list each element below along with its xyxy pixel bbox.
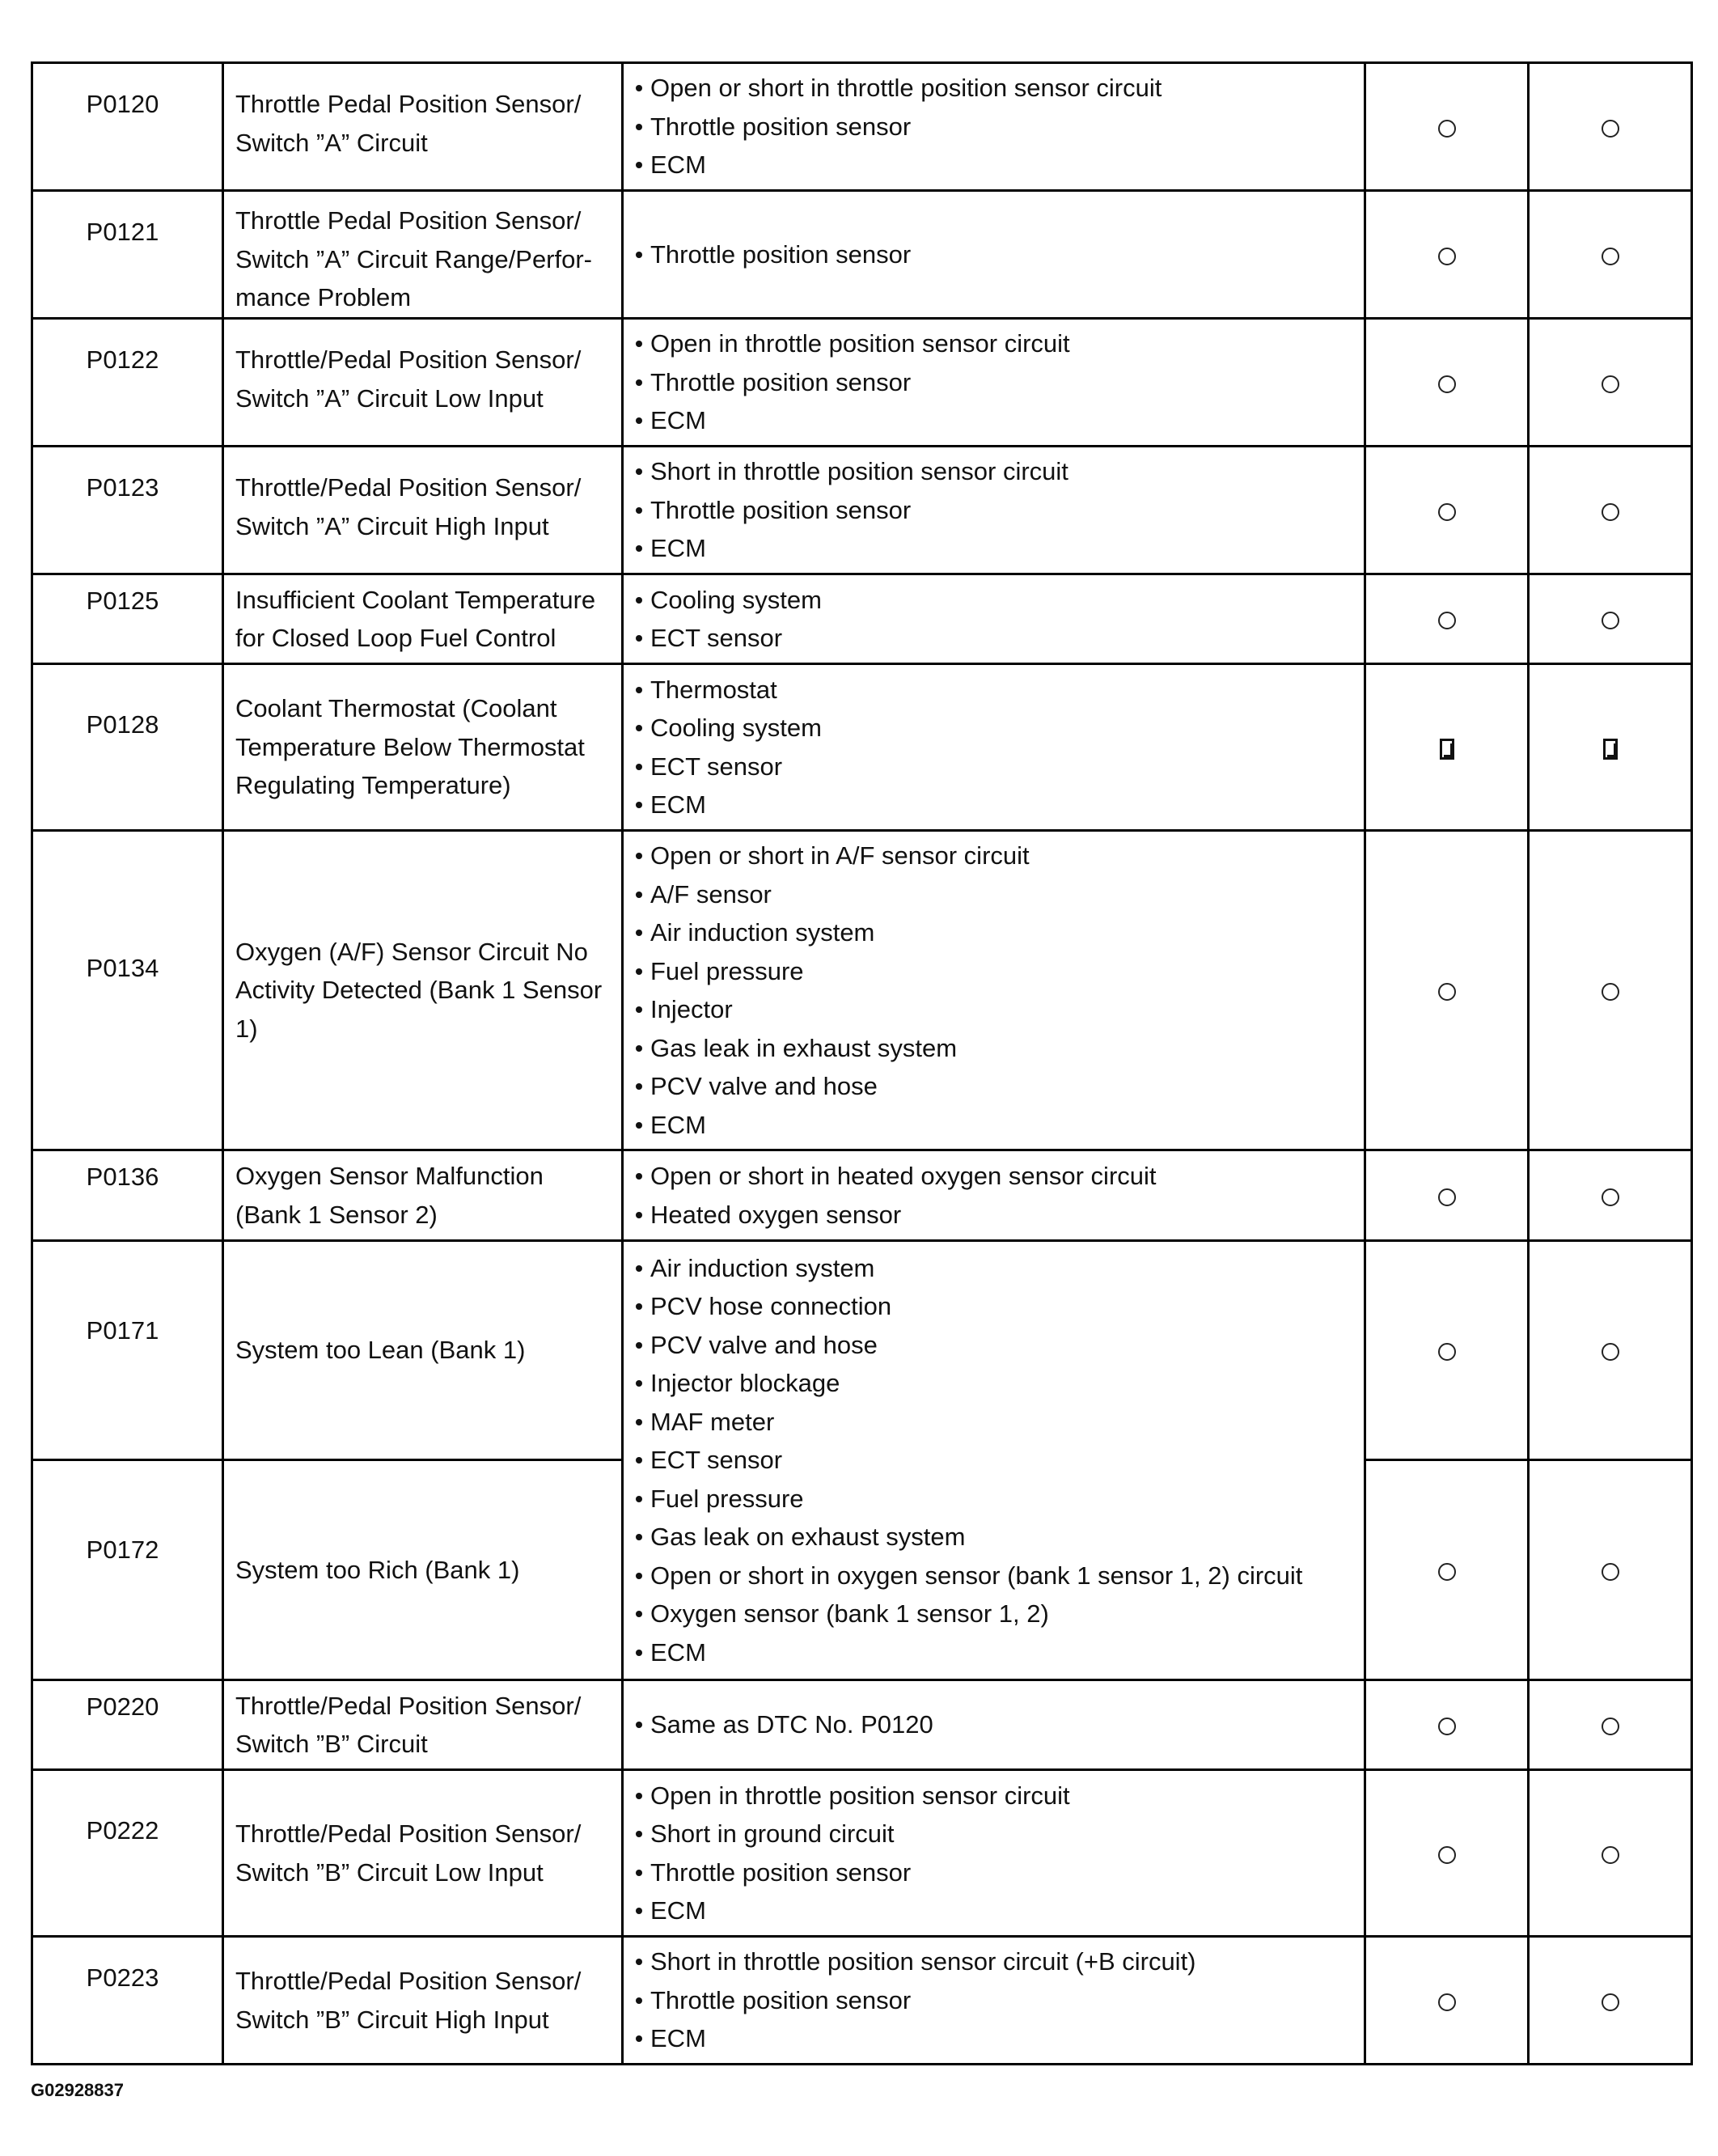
circle-mark-icon <box>1438 1343 1456 1361</box>
circle-mark-icon <box>1602 1846 1619 1864</box>
mark-cell-2 <box>1529 664 1692 831</box>
detection-item: System too Rich (Bank 1) <box>223 1460 623 1680</box>
dtc-code-cell <box>32 447 223 574</box>
mark-cell-2 <box>1529 63 1692 191</box>
dtc-code-cell <box>32 191 223 319</box>
list-item: ECT sensor <box>634 619 1364 658</box>
mark-cell-1 <box>1365 191 1529 319</box>
mark-cell-2 <box>1529 447 1692 574</box>
circle-mark-icon <box>1602 375 1619 393</box>
dtc-code-cell <box>32 1241 223 1460</box>
box-mark-icon <box>1603 739 1618 760</box>
trouble-area-list <box>634 235 1364 274</box>
circle-mark-icon <box>1438 375 1456 393</box>
circle-mark-icon <box>1602 983 1619 1001</box>
circle-mark-icon <box>1602 1188 1619 1206</box>
list-item: Open in throttle position sensor circuit <box>634 1777 1364 1815</box>
circle-mark-icon <box>1602 1718 1619 1735</box>
table-row <box>32 447 1692 574</box>
trouble-area-list <box>634 1705 1364 1744</box>
dtc-code: P0121 <box>86 218 159 246</box>
list-item: Open or short in A/F sensor circuit <box>634 837 1364 875</box>
dtc-code: P0125 <box>86 587 159 615</box>
trouble-area-cell <box>623 63 1365 191</box>
list-item: Cooling system <box>634 709 1364 748</box>
circle-mark-icon <box>1602 120 1619 138</box>
list-item: Throttle position sensor <box>634 1981 1364 2020</box>
mark-cell-2 <box>1529 831 1692 1150</box>
detection-item: Throttle/Pedal Position Sensor/ Switch ”B” Circuit High Input <box>223 1937 623 2065</box>
list-item: Same as DTC No. P0120 <box>634 1705 1364 1744</box>
list-item: Cooling system <box>634 581 1364 620</box>
dtc-code-cell <box>32 831 223 1150</box>
circle-mark-icon <box>1438 612 1456 629</box>
mark-cell-1 <box>1365 1937 1529 2065</box>
detection-item: System too Lean (Bank 1) <box>223 1241 623 1460</box>
dtc-code: P0172 <box>86 1535 159 1564</box>
mark-cell-2 <box>1529 1680 1692 1770</box>
trouble-area-list <box>634 452 1364 568</box>
trouble-area-cell <box>623 1150 1365 1241</box>
trouble-area-list <box>634 581 1364 658</box>
dtc-code-cell <box>32 1460 223 1680</box>
table-row <box>32 1770 1692 1937</box>
detection-item: Insufficient Coolant Temperature for Closed Loop Fuel Control <box>223 574 623 664</box>
dtc-code: P0220 <box>86 1692 159 1721</box>
circle-mark-icon <box>1438 120 1456 138</box>
dtc-code: P0120 <box>86 90 159 118</box>
trouble-area-cell <box>623 447 1365 574</box>
mark-cell-2 <box>1529 1150 1692 1241</box>
list-item: Oxygen sensor (bank 1 sensor 1, 2) <box>634 1595 1364 1633</box>
mark-cell-2 <box>1529 1460 1692 1680</box>
mark-cell-2 <box>1529 319 1692 447</box>
list-item: Open or short in heated oxygen sensor circuit <box>634 1157 1364 1196</box>
mark-cell-1 <box>1365 1241 1529 1460</box>
trouble-area-list <box>634 1249 1364 1672</box>
circle-mark-icon <box>1602 1563 1619 1581</box>
trouble-area-list <box>634 69 1364 184</box>
mark-cell-2 <box>1529 1937 1692 2065</box>
mark-cell-1 <box>1365 319 1529 447</box>
dtc-code-cell <box>32 1150 223 1241</box>
trouble-area-cell <box>623 191 1365 319</box>
dtc-code-cell <box>32 1680 223 1770</box>
mark-cell-2 <box>1529 191 1692 319</box>
dtc-code-cell <box>32 574 223 664</box>
dtc-code: P0123 <box>86 473 159 502</box>
dtc-code-cell <box>32 1937 223 2065</box>
table-row <box>32 1150 1692 1241</box>
circle-mark-icon <box>1438 1563 1456 1581</box>
detection-item: Throttle Pedal Position Sensor/ Switch ”A” Circuit <box>223 63 623 191</box>
detection-item: Throttle/Pedal Position Sensor/ Switch ”A” Circuit High Input <box>223 447 623 574</box>
dtc-code: P0223 <box>86 1963 159 1992</box>
detection-item: Throttle/Pedal Position Sensor/ Switch ”B” Circuit Low Input <box>223 1770 623 1937</box>
circle-mark-icon <box>1438 1718 1456 1735</box>
mark-cell-1 <box>1365 1680 1529 1770</box>
mark-cell-2 <box>1529 1241 1692 1460</box>
trouble-area-cell <box>623 1937 1365 2065</box>
list-item: Short in throttle position sensor circuit <box>634 452 1364 491</box>
list-item: ECT sensor <box>634 748 1364 786</box>
circle-mark-icon <box>1438 983 1456 1001</box>
table-row <box>32 831 1692 1150</box>
detection-item: Throttle Pedal Position Sensor/ Switch ”A” Circuit Range/Perfor- mance Problem <box>223 191 623 319</box>
list-item: Heated oxygen sensor <box>634 1196 1364 1235</box>
list-item: Gas leak in exhaust system <box>634 1029 1364 1068</box>
list-item: ECT sensor <box>634 1441 1364 1480</box>
list-item: Throttle position sensor <box>634 235 1364 274</box>
list-item: Injector blockage <box>634 1364 1364 1403</box>
trouble-area-cell <box>623 1241 1365 1680</box>
list-item: Throttle position sensor <box>634 108 1364 146</box>
list-item: Open or short in oxygen sensor (bank 1 sensor 1, 2) circuit <box>634 1557 1364 1595</box>
list-item: Short in throttle position sensor circuit (+B circuit) <box>634 1942 1364 1981</box>
circle-mark-icon <box>1602 248 1619 265</box>
list-item: Short in ground circuit <box>634 1815 1364 1853</box>
list-item: Thermostat <box>634 671 1364 709</box>
table-row <box>32 1241 1692 1460</box>
detection-item: Throttle/Pedal Position Sensor/ Switch ”A” Circuit Low Input <box>223 319 623 447</box>
table-row <box>32 574 1692 664</box>
trouble-area-cell <box>623 574 1365 664</box>
dtc-code: P0171 <box>86 1316 159 1345</box>
detection-item: Coolant Thermostat (Coolant Temperature Below Thermostat Regulating Temperature) <box>223 664 623 831</box>
dtc-code-cell <box>32 63 223 191</box>
dtc-code: P0222 <box>86 1816 159 1845</box>
list-item: Fuel pressure <box>634 952 1364 991</box>
table-row <box>32 191 1692 319</box>
trouble-area-cell <box>623 1680 1365 1770</box>
dtc-code: P0136 <box>86 1163 159 1191</box>
trouble-area-list <box>634 1157 1364 1234</box>
list-item: Throttle position sensor <box>634 1853 1364 1892</box>
circle-mark-icon <box>1438 1846 1456 1864</box>
mark-cell-2 <box>1529 1770 1692 1937</box>
circle-mark-icon <box>1602 503 1619 521</box>
trouble-area-list <box>634 671 1364 824</box>
dtc-code: P0134 <box>86 954 159 982</box>
trouble-area-cell <box>623 319 1365 447</box>
list-item: Air induction system <box>634 1249 1364 1288</box>
figure-id: G02928837 <box>31 2080 124 2100</box>
list-item: ECM <box>634 146 1364 184</box>
box-mark-icon <box>1440 739 1454 760</box>
list-item: Air induction system <box>634 913 1364 952</box>
trouble-area-cell <box>623 1770 1365 1937</box>
trouble-area-cell <box>623 664 1365 831</box>
detection-item: Oxygen (A/F) Sensor Circuit No Activity Detected (Bank 1 Sensor 1) <box>223 831 623 1150</box>
circle-mark-icon <box>1438 248 1456 265</box>
table-row <box>32 664 1692 831</box>
trouble-area-list <box>634 837 1364 1144</box>
mark-cell-1 <box>1365 1770 1529 1937</box>
list-item: Gas leak on exhaust system <box>634 1518 1364 1557</box>
mark-cell-1 <box>1365 447 1529 574</box>
table-row <box>32 1680 1692 1770</box>
list-item: ECM <box>634 1106 1364 1145</box>
mark-cell-2 <box>1529 574 1692 664</box>
circle-mark-icon <box>1602 612 1619 629</box>
list-item: Throttle position sensor <box>634 491 1364 530</box>
mark-cell-1 <box>1365 831 1529 1150</box>
list-item: ECM <box>634 529 1364 568</box>
list-item: ECM <box>634 786 1364 824</box>
circle-mark-icon <box>1438 1188 1456 1206</box>
list-item: ECM <box>634 401 1364 440</box>
mark-cell-1 <box>1365 1460 1529 1680</box>
list-item: Open or short in throttle position sensor circuit <box>634 69 1364 108</box>
table-row <box>32 1937 1692 2065</box>
dtc-code: P0128 <box>86 710 159 739</box>
trouble-area-list <box>634 1777 1364 1930</box>
detection-item: Oxygen Sensor Malfunction (Bank 1 Sensor 2) <box>223 1150 623 1241</box>
list-item: Fuel pressure <box>634 1480 1364 1519</box>
list-item: Throttle position sensor <box>634 363 1364 402</box>
dtc-code-cell <box>32 1770 223 1937</box>
dtc-code: P0122 <box>86 345 159 374</box>
mark-cell-1 <box>1365 664 1529 831</box>
mark-cell-1 <box>1365 574 1529 664</box>
list-item: PCV valve and hose <box>634 1326 1364 1365</box>
dtc-table <box>31 61 1693 2065</box>
list-item: Injector <box>634 990 1364 1029</box>
list-item: PCV valve and hose <box>634 1067 1364 1106</box>
table-row <box>32 319 1692 447</box>
list-item: ECM <box>634 2019 1364 2058</box>
list-item: Open in throttle position sensor circuit <box>634 324 1364 363</box>
circle-mark-icon <box>1602 1343 1619 1361</box>
circle-mark-icon <box>1602 1993 1619 2011</box>
circle-mark-icon <box>1438 1993 1456 2011</box>
list-item: A/F sensor <box>634 875 1364 914</box>
trouble-area-list <box>634 1942 1364 2058</box>
dtc-code-cell <box>32 319 223 447</box>
mark-cell-1 <box>1365 63 1529 191</box>
list-item: ECM <box>634 1633 1364 1672</box>
trouble-area-cell <box>623 831 1365 1150</box>
dtc-code-cell <box>32 664 223 831</box>
list-item: PCV hose connection <box>634 1287 1364 1326</box>
detection-item: Throttle/Pedal Position Sensor/ Switch ”B” Circuit <box>223 1680 623 1770</box>
table-row <box>32 63 1692 191</box>
circle-mark-icon <box>1438 503 1456 521</box>
mark-cell-1 <box>1365 1150 1529 1241</box>
list-item: ECM <box>634 1891 1364 1930</box>
trouble-area-list <box>634 324 1364 440</box>
list-item: MAF meter <box>634 1403 1364 1442</box>
